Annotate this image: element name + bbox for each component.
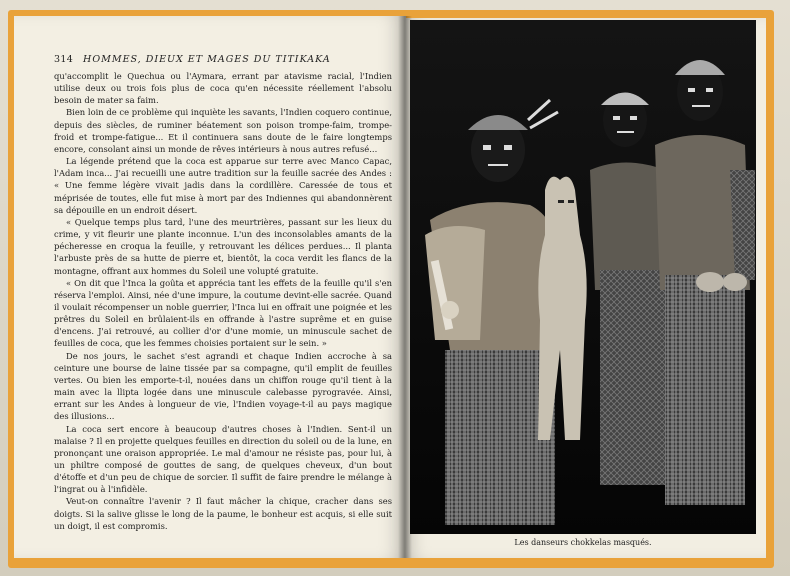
photo-caption: Les danseurs chokkelas masqués. — [514, 538, 652, 547]
paragraph: De nos jours, le sachet s'est agrandi et chaque Indien accroche à sa ceinture une bourse de laine tissée par sa compagne, qu'il emplit de feuilles vertes. Ou bien les emporte-t-il, nouées dans un chiffon rouge qu'il tient à la main avec la llipta logée dans une minuscule calebasse pyrogravée. Ainsi, errant sur les Andes à longueur de vie, l'Indien voyage-t-il au pays magique des illusions... — [54, 350, 392, 422]
paragraph: Veut-on connaître l'avenir ? Il faut mâcher la chique, cracher dans ses doigts. Si la salive glisse le long de la paume, le bonheur est acquis, si elle suit un doigt, il est compromis. — [54, 496, 392, 531]
running-head — [54, 54, 384, 65]
paragraph: « On dit que l'Inca la goûta et apprécia tant les effets de la feuille qu'il s'en réserva l'emploi. Ainsi, née d'une impure, la coutume devint-elle sacrée. Quand il voulait récompenser un noble guerrier, l'Inca lui en offrait une poignée et les prêtres du Soleil en brûlaient-ils en offrande à l'astre suprême et en guise d'encens. J'ai retrouvé, au collier d'or d'une momie, un minuscule sachet de feuilles de coca, que les femmes choisies portaient sur le sein. » — [54, 277, 392, 349]
paragraph: « Quelque temps plus tard, l'une des meurtrières, passant sur les lieux du crime, y vit fleurir une plante inconnue. L'un des inconsolables amants de la pécheresse en croqua la feuille, y retrouvant les délices perdues... Il planta l'arbuste près de sa hutte de pierre et, bientôt, la coca verdit les flancs de la montagne, offrant aux hommes du Soleil une volupté gratuite. — [54, 216, 392, 276]
running-title: HOMMES, DIEUX ET MAGES DU TITIKAKA — [83, 54, 331, 65]
page-number: 314 — [54, 54, 74, 65]
paragraph: Bien loin de ce problème qui inquiète les savants, l'Indien coquero continue, depuis des siècles, de ruminer béatement son poison trompe-faim, trompe-froid et trompe-fatigue... Et il continuera sans doute de le faire longtemps encore, consolant ainsi un monde de rêves intérieurs à nous autres refusé... — [54, 107, 392, 154]
photograph-masked-dancers — [410, 20, 756, 534]
body-text — [54, 70, 392, 532]
paragraph: La coca sert encore à beaucoup d'autres choses à l'Indien. Sent-il un malaise ? Il en projette quelques feuilles en direction du soleil ou de la lune, en prononçant une oraison appropriée. Le mal d'amour ne résiste pas, pour lui, à un philtre composé de gouttes de sang, de quelques cheveux, d'un bout d'étoffe et d'un peu de chique de sorcier. Il suffit de faire prendre le mélange à l'ingrat ou à l'infidèle. — [54, 423, 392, 495]
photo-illustration — [410, 20, 756, 534]
paragraph: La légende prétend que la coca est apparue sur terre avec Manco Capac, l'Adam inca... J'ai recueilli une autre tradition sur la feuille sacrée des Andes : « Une femme légère vivait jadis dans la cordillère. Caressée de tous et méprisée de toutes, elle fut mise à mort par des Indiennes qui abandonnèrent sa dépouille en un endroit désert. — [54, 156, 392, 215]
paragraph: qu'accomplit le Quechua ou l'Aymara, errant par atavisme racial, l'Indien utilise deux ou trois fois plus de coca qu'en nécessite réellement l'absolu besoin de mater sa faim. — [54, 71, 392, 106]
